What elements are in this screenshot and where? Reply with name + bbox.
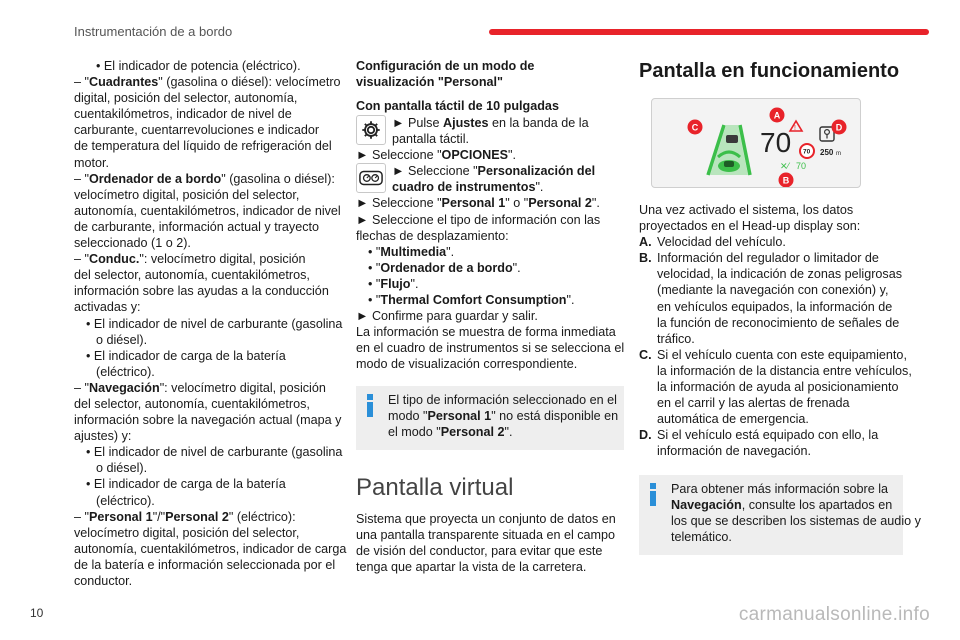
text-line: tenga que apartar la vista de la carretera. bbox=[356, 560, 587, 575]
text-line: tráfico. bbox=[657, 331, 695, 346]
hud-speed: 70 bbox=[760, 127, 792, 158]
step-line: modo de visualización correspondiente. bbox=[356, 357, 578, 372]
text-line: motor. bbox=[74, 155, 109, 170]
step-line: pantalla táctil. bbox=[392, 132, 470, 147]
info-text bbox=[647, 481, 921, 545]
text-line: del selector, autonomía, cuentakilómetros, bbox=[74, 396, 310, 411]
list-item-body bbox=[657, 234, 786, 250]
info-line: el modo "Personal 2". bbox=[388, 424, 513, 439]
lane-assist-graphic bbox=[708, 125, 750, 175]
text-line: – "Conduc.": velocímetro digital, posición bbox=[74, 252, 306, 267]
section-title-virtual-display: Pantalla virtual bbox=[356, 473, 514, 501]
step-line: ► Seleccione "Personal 1" o "Personal 2". bbox=[356, 196, 600, 211]
step-line: ► Pulse Ajustes en la banda de la bbox=[392, 116, 589, 130]
list-item-body bbox=[657, 250, 902, 347]
text-line: – "Navegación": velocímetro digital, posición bbox=[74, 380, 326, 395]
text-line: información de navegación. bbox=[657, 444, 812, 459]
text-line: Información del regulador o limitador de bbox=[657, 251, 879, 266]
text-line: • El indicador de carga de la batería bbox=[86, 477, 286, 492]
header-accent-bar bbox=[489, 29, 929, 35]
step-line: flechas de desplazamiento: bbox=[356, 228, 509, 243]
instrument-cluster-icon bbox=[356, 163, 386, 193]
text-line: seleccionado (1 o 2). bbox=[74, 236, 191, 251]
svg-text:✕⁄: ✕⁄ bbox=[780, 161, 790, 171]
svg-text:70: 70 bbox=[803, 148, 811, 156]
text-line: • El indicador de carga de la batería bbox=[86, 348, 286, 363]
list-item bbox=[639, 234, 903, 250]
list-item bbox=[639, 427, 903, 459]
text-line: cuentakilómetros, indicador de nivel de bbox=[74, 107, 292, 122]
text-line: velocidad, la indicación de zonas peligrosas bbox=[657, 267, 903, 282]
text-line: proyectados en el Head-up display son: bbox=[639, 219, 861, 234]
svg-text:C: C bbox=[691, 122, 699, 133]
info-line: Navegación, consulte los apartados en bbox=[671, 497, 893, 512]
step-settings-text bbox=[392, 115, 589, 147]
text-line: – "Cuadrantes" (gasolina o diésel): velocímetro bbox=[74, 75, 341, 90]
list-item-key: C. bbox=[639, 347, 652, 362]
list-item-key: B. bbox=[639, 251, 652, 266]
text-line: • El indicador de potencia (eléctrico). bbox=[96, 59, 301, 73]
text-line: velocímetro digital, posición del selector, bbox=[74, 187, 300, 202]
list-item-body bbox=[657, 347, 912, 427]
text-line: la información de ayuda al posicionamiento bbox=[657, 380, 899, 395]
text-line: una pantalla transparente situada en el campo bbox=[356, 527, 616, 542]
list-item-key: A. bbox=[639, 235, 652, 250]
info-line: El tipo de información seleccionado en el bbox=[388, 392, 617, 407]
step-line: cuadro de instrumentos". bbox=[392, 180, 544, 195]
text-line: autonomía, cuentakilómetros, indicador de carga bbox=[74, 541, 347, 556]
step-line: en el cuadro de instrumentos si se selecciona el bbox=[356, 341, 625, 356]
text-line: • El indicador de nivel de carburante (gasolina bbox=[86, 316, 343, 331]
column-2 bbox=[356, 58, 624, 575]
text-line: (eléctrico). bbox=[96, 364, 155, 379]
text-line: conductor. bbox=[74, 574, 133, 588]
svg-text:!: ! bbox=[794, 125, 796, 132]
step-line: • "Thermal Comfort Consumption". bbox=[368, 293, 575, 308]
step-line: ► Seleccione el tipo de información con las bbox=[356, 212, 601, 227]
text-line: Sistema que proyecta un conjunto de datos en bbox=[356, 511, 616, 526]
step-options-text bbox=[356, 147, 624, 163]
text-line: velocímetro digital, posición del selector, bbox=[74, 525, 300, 540]
step-settings bbox=[356, 115, 624, 147]
step-line: • "Flujo". bbox=[368, 276, 419, 291]
list-item bbox=[639, 250, 903, 347]
hud-graphic bbox=[652, 99, 860, 187]
col1-text bbox=[74, 58, 346, 589]
text-line: de carburante, información actual y trayecto bbox=[74, 219, 320, 234]
svg-text:m: m bbox=[836, 151, 841, 157]
step-line: La información se muestra de forma inmediata bbox=[356, 325, 616, 340]
hud-intro bbox=[639, 202, 903, 234]
text-line: digital, posición del selector, autonomía, bbox=[74, 91, 298, 106]
info-icon bbox=[649, 483, 657, 507]
svg-text:D: D bbox=[835, 122, 843, 133]
warning-triangle-icon bbox=[790, 121, 802, 131]
hud-items-list bbox=[639, 234, 912, 459]
info-line: los que se describen los sistemas de audio y bbox=[671, 513, 921, 528]
step-line: ► Confirme para guardar y salir. bbox=[356, 309, 538, 324]
text-line: de la batería e información seleccionada por el bbox=[74, 557, 336, 572]
section-title-display-operation: Pantalla en funcionamiento bbox=[639, 60, 900, 82]
text-line: automática de emergencia. bbox=[657, 412, 809, 427]
page-number: 10 bbox=[30, 606, 44, 620]
list-item bbox=[639, 347, 912, 427]
svg-text:B: B bbox=[782, 175, 790, 186]
text-line: de temperatura del líquido de refrigeración del bbox=[74, 139, 332, 154]
watermark: carmanualsonline.info bbox=[738, 604, 930, 625]
section-body bbox=[356, 511, 624, 575]
text-line: información sobre las ayudas a la conducción bbox=[74, 284, 329, 299]
hud-illustration bbox=[651, 98, 861, 188]
text-line: • El indicador de nivel de carburante (gasolina bbox=[86, 445, 343, 460]
header-title: Instrumentación de a bordo bbox=[74, 24, 233, 39]
text-line: en el carril y las alertas de frenada bbox=[657, 396, 850, 411]
text-line: – "Ordenador de a bordo" (gasolina o diésel): bbox=[74, 171, 335, 186]
text-line: Velocidad del vehículo. bbox=[657, 235, 786, 250]
text-line: Si el vehículo está equipado con ello, la bbox=[657, 428, 879, 443]
info-line: Para obtener más información sobre la bbox=[671, 481, 889, 496]
text-line: – "Personal 1"/"Personal 2" (eléctrico): bbox=[74, 509, 296, 524]
gear-icon bbox=[356, 115, 386, 145]
text-line: de visión del conductor, para evitar que este bbox=[356, 543, 603, 558]
list-item-key: D. bbox=[639, 428, 652, 443]
text-line: carburante, cuentarrevoluciones e indicador bbox=[74, 123, 320, 138]
step-personalization bbox=[356, 163, 624, 195]
text-line: ajustes) y: bbox=[74, 429, 132, 444]
text-line: Si el vehículo cuenta con este equipamiento, bbox=[657, 347, 907, 362]
svg-text:250: 250 bbox=[820, 148, 834, 157]
step-line: • "Ordenador de a bordo". bbox=[368, 260, 521, 275]
steps-list bbox=[356, 195, 624, 372]
info-line: modo "Personal 1" no está disponible en bbox=[388, 408, 619, 423]
info-box-personal bbox=[356, 386, 624, 450]
section-heading-personal: Configuración de un modo de visualización "Personal" bbox=[356, 59, 535, 89]
text-line: (mediante la navegación con conexión) y, bbox=[657, 283, 889, 298]
text-line: o diésel). bbox=[96, 461, 148, 476]
text-line: la información de la distancia entre vehículos, bbox=[657, 363, 912, 378]
text-line: Una vez activado el sistema, los datos bbox=[639, 203, 854, 217]
column-1 bbox=[74, 58, 346, 589]
subheading-touchscreen: Con pantalla táctil de 10 pulgadas bbox=[356, 99, 559, 113]
step-line: ► Seleccione "Personalización del bbox=[392, 164, 596, 179]
column-3 bbox=[639, 58, 921, 555]
text-line: o diésel). bbox=[96, 332, 148, 347]
info-line: telemático. bbox=[671, 529, 732, 544]
info-text bbox=[364, 392, 619, 440]
info-box-navigation bbox=[639, 475, 921, 555]
list-item-body bbox=[657, 427, 878, 459]
text-line: en vehículos equipados, la información de bbox=[657, 299, 893, 314]
step-line: ► Seleccione "OPCIONES". bbox=[356, 148, 517, 163]
text-line: información sobre la navegación actual (mapa y bbox=[74, 413, 342, 428]
svg-text:A: A bbox=[773, 110, 781, 121]
text-line: del selector, autonomía, cuentakilómetros, bbox=[74, 268, 310, 283]
text-line: (eléctrico). bbox=[96, 493, 155, 508]
svg-text:70: 70 bbox=[796, 161, 807, 171]
step-personalization-text bbox=[392, 163, 595, 195]
info-icon bbox=[366, 394, 374, 418]
text-line: autonomía, cuentakilómetros, indicador de nivel bbox=[74, 203, 341, 218]
text-line: activadas y: bbox=[74, 300, 141, 315]
text-line: la función de reconocimiento de señales de bbox=[657, 315, 900, 330]
step-line: • "Multimedia". bbox=[368, 244, 455, 259]
